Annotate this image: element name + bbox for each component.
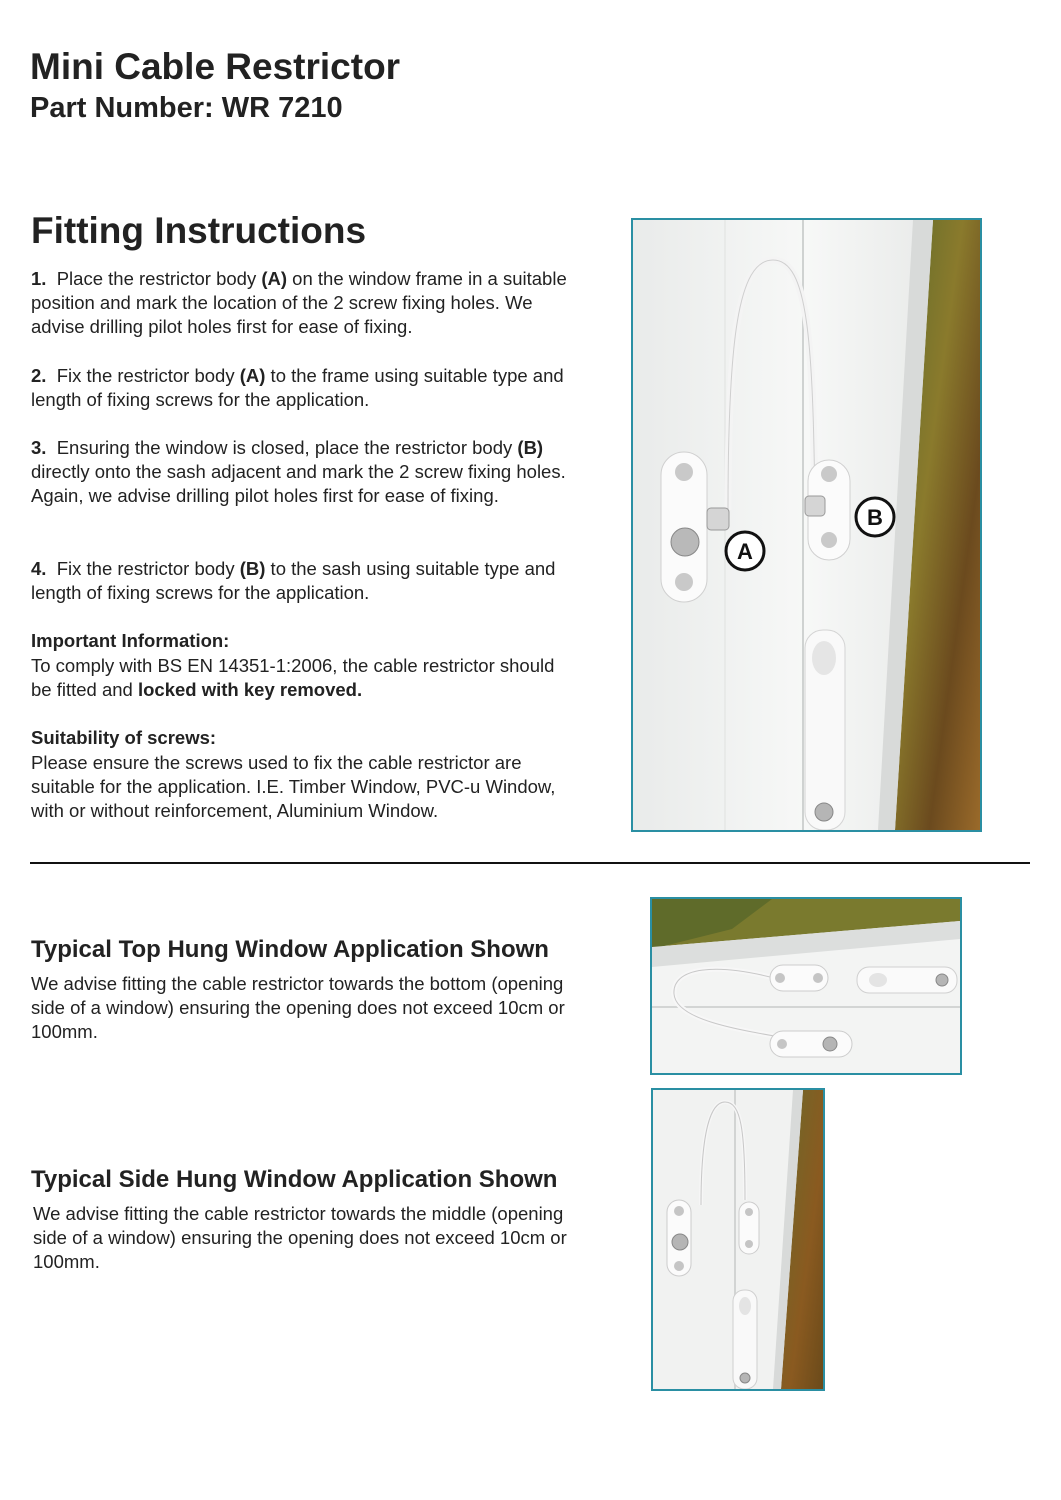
side-hung-heading: Typical Side Hung Window Application Shown xyxy=(31,1166,558,1193)
part-number: Part Number: WR 7210 xyxy=(30,92,343,124)
important-emphasis: locked with key removed. xyxy=(137,679,363,701)
step-text: to the frame using suitable type and length of fixing screws for the application. xyxy=(31,365,564,411)
step-text: Fix the restrictor body xyxy=(56,365,240,386)
section-divider xyxy=(30,862,1030,864)
step-number: 1. xyxy=(31,268,47,289)
step-text: Fix the restrictor body xyxy=(56,558,240,579)
step-text: to the sash using suitable type and length of fixing screws for the application. xyxy=(31,558,556,604)
important-body: To comply with BS EN 14351-1:2006, the cable restrictor should be fitted and xyxy=(31,655,555,701)
step-ref: (B) xyxy=(239,558,266,579)
step-number: 4. xyxy=(31,558,47,579)
step-ref: (A) xyxy=(239,365,266,386)
step-1 xyxy=(31,267,591,340)
important-text xyxy=(31,654,561,702)
step-text: directly onto the sash adjacent and mark the 2 screw fixing holes. Again, we advise drilling pilot holes first for ease of fixing. xyxy=(31,461,566,507)
product-title: Mini Cable Restrictor xyxy=(30,46,401,87)
step-ref: (A) xyxy=(261,268,288,289)
important-heading: Important Information: xyxy=(31,630,230,651)
step-text: on the window frame in a suitable position and mark the location of the 2 screw fixing holes. We advise drilling pilot holes first for ease of fixing. xyxy=(31,268,567,338)
step-text: Place the restrictor body xyxy=(56,268,262,289)
top-hung-heading: Typical Top Hung Window Application Shown xyxy=(31,936,549,963)
step-2 xyxy=(31,364,586,412)
side-hung-text: We advise fitting the cable restrictor towards the middle (opening side of a window) ensuring the opening does not exceed 10cm or 100mm. xyxy=(33,1203,567,1273)
top-hung-text: We advise fitting the cable restrictor towards the bottom (opening side of a window) ensuring the opening does not exceed 10cm or 100mm. xyxy=(31,973,565,1043)
main-product-photo xyxy=(631,218,982,832)
step-3 xyxy=(31,436,579,509)
step-number: 3. xyxy=(31,437,47,458)
step-4 xyxy=(31,557,579,605)
step-number: 2. xyxy=(31,365,47,386)
step-ref: (B) xyxy=(517,437,544,458)
screws-heading: Suitability of screws: xyxy=(31,727,217,748)
step-text: Ensuring the window is closed, place the restrictor body xyxy=(56,437,518,458)
top-hung-photo xyxy=(650,897,962,1075)
screws-text: Please ensure the screws used to fix the cable restrictor are suitable for the application. I.E. Timber Window, PVC-u Window, with or without reinforcement, Aluminium Window. xyxy=(31,752,556,822)
side-hung-photo xyxy=(651,1088,825,1391)
fitting-instructions-heading: Fitting Instructions xyxy=(31,210,367,251)
label-a: A xyxy=(737,539,753,564)
label-b: B xyxy=(867,505,883,530)
